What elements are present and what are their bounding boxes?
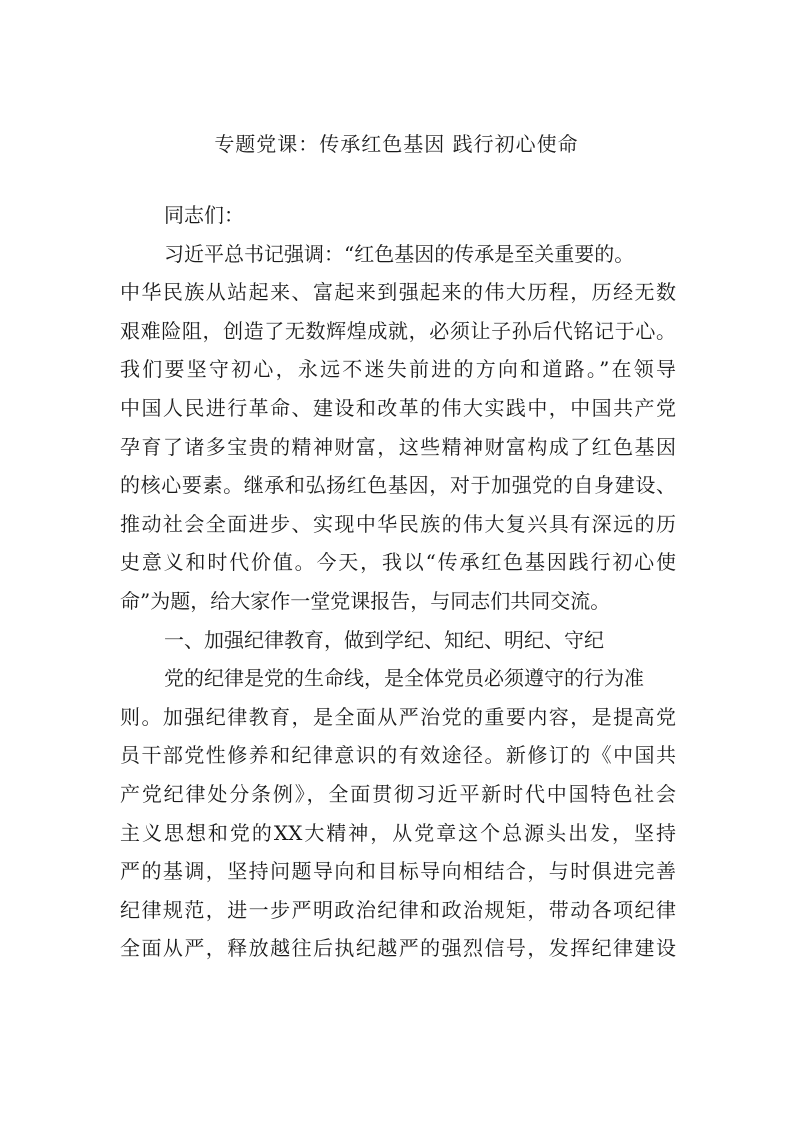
paragraph-line: 员干部党性修养和纪律意识的有效途径。新修订的《中国共 [120,743,676,768]
paragraph-line: 习近平总书记强调：“红色基因的传承是至关重要的。 [164,241,635,266]
paragraph-line: 主义思想和党的XX大精神，从党章这个总源头出发，坚持 [120,820,676,845]
paragraph-line: 严的基调，坚持问题导向和目标导向相结合，与时俱进完善 [120,859,676,884]
paragraph-line: 史意义和时代价值。今天，我以“传承红色基因践行初心使 [120,550,676,575]
section-heading: 一、加强纪律教育，做到学纪、知纪、明纪、守纪 [164,627,604,652]
paragraph-line: 的核心要素。继承和弘扬红色基因，对于加强党的自身建设、 [120,473,676,498]
page-title: 专题党课：传承红色基因 践行初心使命 [214,132,579,156]
paragraph-line: 中华民族从站起来、富起来到强起来的伟大历程，历经无数 [120,280,676,305]
paragraph-line: 党的纪律是党的生命线，是全体党员必须遵守的行为准 [164,666,644,691]
paragraph-line: 则。加强纪律教育，是全面从严治党的重要内容，是提高党 [120,704,676,729]
paragraph-line: 我们要坚守初心，永远不迷失前进的方向和道路。”在领导 [120,357,676,382]
salutation-line: 同志们： [164,203,244,227]
paragraph-line: 孕育了诸多宝贵的精神财富，这些精神财富构成了红色基因 [120,434,676,459]
document-body [120,196,676,968]
paragraph-line: 艰难险阻，创造了无数辉煌成就，必须让子孙后代铭记于心。 [120,318,676,343]
paragraph-line: 产党纪律处分条例》，全面贯彻习近平新时代中国特色社会 [120,781,676,806]
paragraph-line: 命”为题，给大家作一堂党课报告，与同志们共同交流。 [120,588,611,613]
paragraph-line: 中国人民进行革命、建设和改革的伟大实践中，中国共产党 [120,395,676,420]
paragraph-line: 推动社会全面进步、实现中华民族的伟大复兴具有深远的历 [120,511,676,536]
paragraph-line: 全面从严，释放越往后执纪越严的强烈信号，发挥纪律建设 [120,936,676,961]
paragraph-line: 纪律规范，进一步严明政治纪律和政治规矩，带动各项纪律 [120,897,676,922]
